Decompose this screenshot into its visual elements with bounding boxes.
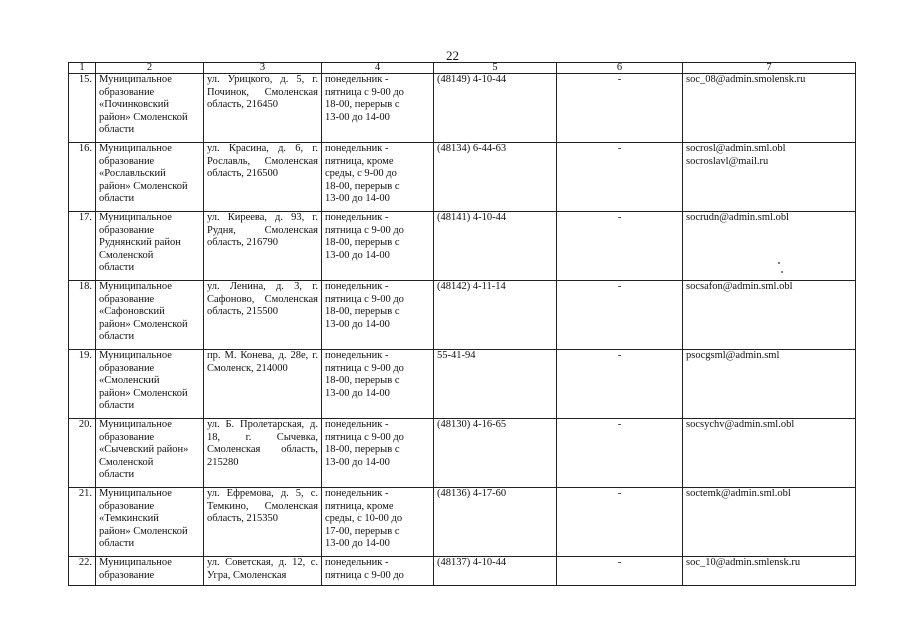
email-address: socrosl@admin.sml.obl <box>686 143 786 154</box>
municipality-name-cell <box>96 74 204 143</box>
working-hours-line: среды, с 10-00 до <box>325 513 403 525</box>
working-hours-line: понедельник - <box>325 281 389 292</box>
working-hours-cell <box>322 557 434 586</box>
phone-cell: (48130) 4-16-65 <box>434 419 557 488</box>
row-number-cell: 20. <box>69 419 96 488</box>
municipality-name-line: области <box>99 469 135 481</box>
municipality-name-line: «Рославльский <box>99 168 166 180</box>
municipality-name-line: район» Смоленской <box>99 318 188 330</box>
working-hours-line: 13-00 до 14-00 <box>325 387 390 399</box>
column-6-cell: - <box>557 419 683 488</box>
phone-cell: (48149) 4-10-44 <box>434 74 557 143</box>
row-number-cell: 17. <box>69 212 96 281</box>
column-6-cell: - <box>557 350 683 419</box>
municipality-name-cell <box>96 557 204 586</box>
working-hours-line: пятница с 9-00 до <box>325 431 404 443</box>
column-number-cell: 2 <box>96 63 204 74</box>
address-cell: ул. Красина, д. 6, г. Рославль, Смоленская область, 216500 <box>204 143 322 212</box>
email-cell <box>683 281 856 350</box>
email-cell <box>683 419 856 488</box>
municipality-name-cell <box>96 212 204 281</box>
working-hours-line: пятница с 9-00 до <box>325 293 404 305</box>
municipality-name-line: образование <box>99 224 155 236</box>
phone-cell: (48142) 4-11-14 <box>434 281 557 350</box>
address-cell: ул. Б. Пролетарская, д. 18, г. Сычевка, Смоленская область, 215280 <box>204 419 322 488</box>
working-hours-line: понедельник - <box>325 74 389 85</box>
email-address: psocgsml@admin.sml <box>686 350 780 361</box>
column-number-cell: 7 <box>683 63 856 74</box>
municipality-name-line: район» Смоленской <box>99 525 188 537</box>
working-hours-line: пятница, кроме <box>325 500 394 512</box>
table-row <box>69 212 856 281</box>
municipality-name-line: район» Смоленской <box>99 111 188 123</box>
working-hours-line: 18-00, перерыв с <box>325 375 400 387</box>
page-number: 22 <box>446 48 459 63</box>
municipality-name-line: «Починковский <box>99 99 170 111</box>
municipality-name-line: области <box>99 538 135 550</box>
municipality-name-line: области <box>99 400 135 412</box>
working-hours-line: понедельник - <box>325 143 389 154</box>
email-address: soc_08@admin.smolensk.ru <box>686 74 806 85</box>
municipality-name-line: образование <box>99 431 155 443</box>
table-row <box>69 488 856 557</box>
municipality-name-line: Муниципальное <box>99 212 172 223</box>
phone-cell: (48141) 4-10-44 <box>434 212 557 281</box>
column-6-cell: - <box>557 212 683 281</box>
table-row <box>69 143 856 212</box>
municipality-name-line: области <box>99 331 135 343</box>
municipality-name-line: образование <box>99 500 155 512</box>
column-number-cell: 4 <box>322 63 434 74</box>
scan-speck <box>778 262 780 264</box>
municipality-name-cell <box>96 488 204 557</box>
row-number-cell: 16. <box>69 143 96 212</box>
working-hours-line: 13-00 до 14-00 <box>325 538 390 550</box>
working-hours-line: 13-00 до 14-00 <box>325 249 390 261</box>
working-hours-line: 18-00, перерыв с <box>325 180 400 192</box>
column-6-cell: - <box>557 74 683 143</box>
address-cell: ул. Ленина, д. 3, г. Сафоново, Смоленская область, 215500 <box>204 281 322 350</box>
column-number-cell: 5 <box>434 63 557 74</box>
row-number-cell: 22. <box>69 557 96 586</box>
table-row <box>69 419 856 488</box>
working-hours-line: среды, с 9-00 до <box>325 168 397 180</box>
working-hours-line: понедельник - <box>325 350 389 361</box>
address-cell: ул. Ефремова, д. 5, с. Темкино, Смоленская область, 215350 <box>204 488 322 557</box>
row-number-cell: 15. <box>69 74 96 143</box>
municipality-name-line: Муниципальное <box>99 281 172 292</box>
address-cell: ул. Советская, д. 12, с. Угра, Смоленская <box>204 557 322 586</box>
municipality-name-line: Смоленской <box>99 456 154 468</box>
working-hours-line: понедельник - <box>325 557 389 568</box>
municipality-name-line: Руднянский район <box>99 237 181 249</box>
table-row <box>69 281 856 350</box>
municipality-name-line: Муниципальное <box>99 419 172 430</box>
working-hours-line: пятница с 9-00 до <box>325 224 404 236</box>
municipality-name-line: Муниципальное <box>99 488 172 499</box>
working-hours-cell <box>322 212 434 281</box>
column-6-cell: - <box>557 557 683 586</box>
phone-cell: (48137) 4-10-44 <box>434 557 557 586</box>
municipality-name-line: образование <box>99 362 155 374</box>
row-number-cell: 21. <box>69 488 96 557</box>
email-cell <box>683 488 856 557</box>
column-6-cell: - <box>557 143 683 212</box>
email-cell <box>683 212 856 281</box>
working-hours-line: 18-00, перерыв с <box>325 444 400 456</box>
municipality-name-line: Муниципальное <box>99 350 172 361</box>
municipality-name-line: Муниципальное <box>99 74 172 85</box>
municipality-name-cell <box>96 419 204 488</box>
working-hours-line: 17-00, перерыв с <box>325 525 400 537</box>
table-body <box>69 74 856 586</box>
working-hours-line: понедельник - <box>325 212 389 223</box>
municipality-name-line: «Сафоновский <box>99 306 165 318</box>
address-cell: ул. Урицкого, д. 5, г. Починок, Смоленская область, 216450 <box>204 74 322 143</box>
address-cell: пр. М. Конева, д. 28е, г. Смоленск, 214000 <box>204 350 322 419</box>
working-hours-line: 18-00, перерыв с <box>325 237 400 249</box>
working-hours-cell <box>322 281 434 350</box>
working-hours-line: 18-00, перерыв с <box>325 99 400 111</box>
working-hours-line: 18-00, перерыв с <box>325 306 400 318</box>
working-hours-line: 13-00 до 14-00 <box>325 318 390 330</box>
municipality-name-line: области <box>99 193 135 205</box>
working-hours-cell <box>322 74 434 143</box>
column-6-cell: - <box>557 281 683 350</box>
working-hours-line: пятница, кроме <box>325 155 394 167</box>
municipality-name-cell <box>96 143 204 212</box>
row-number-cell: 18. <box>69 281 96 350</box>
email-address: socsychv@admin.sml.obl <box>686 419 795 430</box>
working-hours-line: 13-00 до 14-00 <box>325 193 390 205</box>
email-address: socrudn@admin.sml.obl <box>686 212 789 223</box>
row-number-cell: 19. <box>69 350 96 419</box>
municipality-name-line: образование <box>99 155 155 167</box>
registry-table <box>68 62 856 586</box>
working-hours-line: пятница с 9-00 до <box>325 362 404 374</box>
email-address: socroslavl@mail.ru <box>686 155 769 167</box>
scan-speck <box>781 271 783 273</box>
column-6-cell: - <box>557 488 683 557</box>
email-cell <box>683 143 856 212</box>
working-hours-cell <box>322 419 434 488</box>
working-hours-line: понедельник - <box>325 488 389 499</box>
email-cell <box>683 557 856 586</box>
municipality-name-line: район» Смоленской <box>99 180 188 192</box>
column-number-cell: 3 <box>204 63 322 74</box>
working-hours-line: пятница с 9-00 до <box>325 86 404 98</box>
municipality-name-line: Смоленской <box>99 249 154 261</box>
municipality-name-line: образование <box>99 569 155 581</box>
phone-cell: (48136) 4-17-60 <box>434 488 557 557</box>
table-row <box>69 557 856 586</box>
municipality-name-line: Муниципальное <box>99 143 172 154</box>
municipality-name-line: образование <box>99 86 155 98</box>
municipality-name-line: «Смоленский <box>99 375 160 387</box>
table-row <box>69 74 856 143</box>
address-cell: ул. Киреева, д. 93, г. Рудня, Смоленская область, 216790 <box>204 212 322 281</box>
column-number-cell: 1 <box>69 63 96 74</box>
municipality-name-cell <box>96 281 204 350</box>
working-hours-cell <box>322 143 434 212</box>
column-number-cell: 6 <box>557 63 683 74</box>
working-hours-line: 13-00 до 14-00 <box>325 111 390 123</box>
table-row <box>69 350 856 419</box>
phone-cell: 55-41-94 <box>434 350 557 419</box>
working-hours-cell <box>322 488 434 557</box>
email-address: soc_10@admin.smlensk.ru <box>686 557 801 568</box>
municipality-name-line: «Сычевский район» <box>99 444 189 456</box>
working-hours-line: понедельник - <box>325 419 389 430</box>
phone-cell: (48134) 6-44-63 <box>434 143 557 212</box>
municipality-name-cell <box>96 350 204 419</box>
working-hours-line: 13-00 до 14-00 <box>325 456 390 468</box>
municipality-name-line: район» Смоленской <box>99 387 188 399</box>
working-hours-line: пятница с 9-00 до <box>325 569 404 581</box>
municipality-name-line: Муниципальное <box>99 557 172 568</box>
email-address: soctemk@admin.sml.obl <box>686 488 791 499</box>
email-address: socsafon@admin.sml.obl <box>686 281 793 292</box>
municipality-name-line: области <box>99 124 135 136</box>
email-cell <box>683 74 856 143</box>
email-cell <box>683 350 856 419</box>
municipality-name-line: образование <box>99 293 155 305</box>
working-hours-cell <box>322 350 434 419</box>
municipality-name-line: «Темкинский <box>99 513 159 525</box>
municipality-name-line: области <box>99 262 135 274</box>
column-number-row <box>69 63 856 74</box>
